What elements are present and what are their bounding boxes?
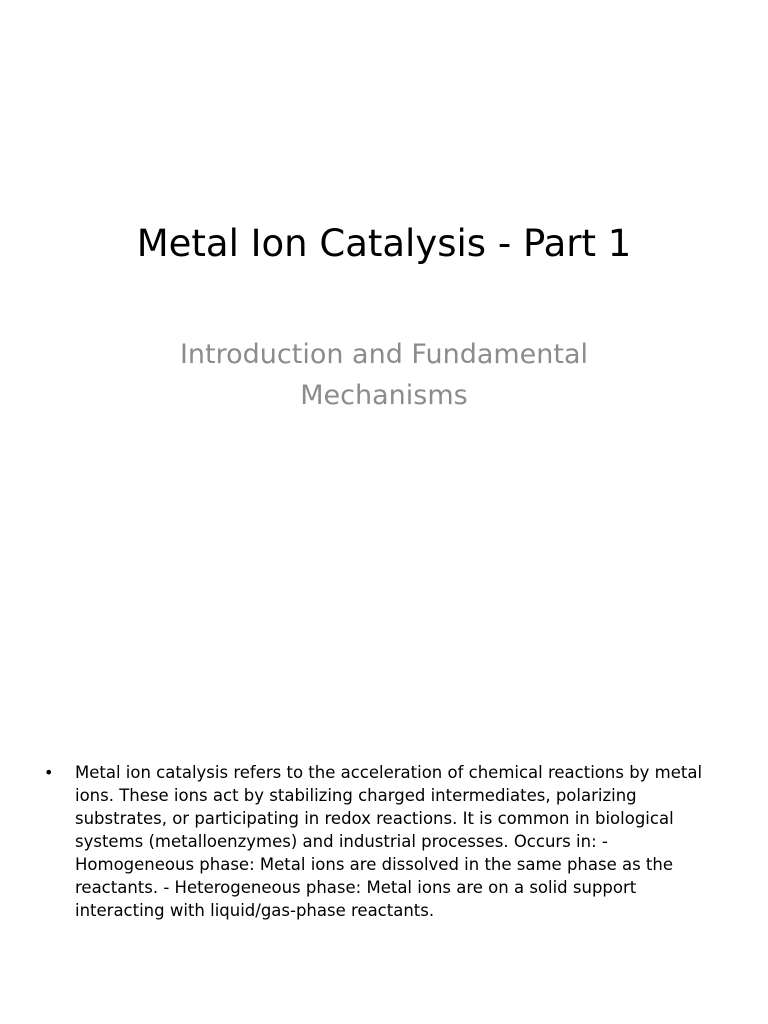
- bullet-marker: •: [44, 763, 54, 782]
- bullet-list: [44, 761, 714, 922]
- slide-title: Metal Ion Catalysis - Part 1: [136, 222, 632, 265]
- bullet-text: Metal ion catalysis refers to the acceleration of chemical reactions by metal ions. These ions act by stabilizing charged intermediates, polarizing substrates, or participating in redox reactions. It is common in biological systems (metalloenzymes) and industrial processes. Occurs in: - Homogeneous phase: Metal ions are dissolved in the same phase as the reactants. - Heterogeneous phase: Metal ions are on a solid support interacting with liquid/gas-phase reactants.: [75, 763, 703, 920]
- bullet-item: [44, 761, 714, 922]
- slide-subtitle: Introduction and Fundamental Mechanisms: [179, 339, 589, 411]
